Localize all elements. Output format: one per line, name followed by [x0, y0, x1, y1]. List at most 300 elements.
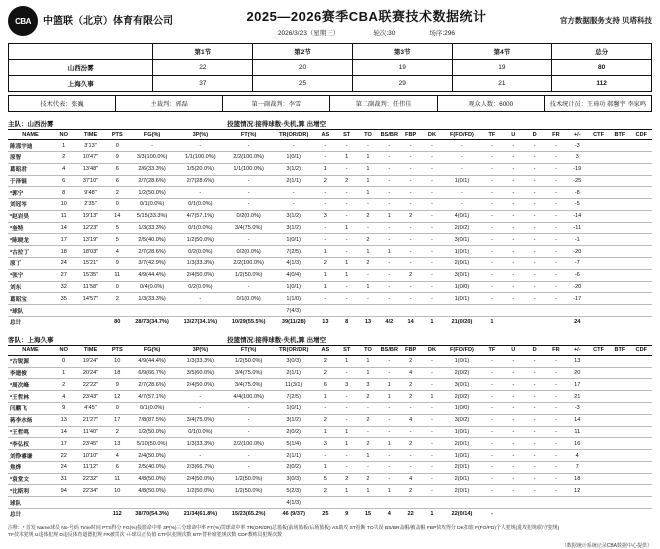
stat-cell	[567, 509, 588, 520]
stat-cell	[609, 391, 630, 403]
score-cell: 19	[452, 60, 552, 76]
stat-cell	[609, 222, 630, 234]
box-col-cdf: CDF	[631, 345, 652, 355]
stat-cell: 1/3(33.3%)	[128, 293, 176, 305]
stat-cell: -	[336, 246, 357, 258]
box-col-dk: DK	[421, 345, 442, 355]
stat-cell: 15'21"	[74, 258, 106, 270]
score-cell: 20	[253, 60, 353, 76]
stat-cell	[524, 316, 545, 327]
stat-cell: 94	[53, 485, 74, 497]
stat-cell: 8	[53, 187, 74, 199]
stat-cell: -	[524, 485, 545, 497]
score-col-3: 第3节	[352, 44, 452, 60]
stat-cell: -	[225, 450, 273, 462]
stat-cell: 2/2(100.0%)	[225, 438, 273, 450]
stat-cell	[443, 497, 482, 509]
stat-cell: 2	[357, 438, 378, 450]
stat-cell: 11(3/1)	[273, 379, 315, 391]
stat-cell: -	[421, 414, 442, 426]
stat-cell	[609, 509, 630, 520]
stat-cell	[609, 316, 630, 327]
table-row	[8, 379, 652, 391]
stat-cell: -	[315, 140, 336, 152]
stat-cell: 2	[315, 367, 336, 379]
stat-cell: 2	[53, 379, 74, 391]
stat-cell	[357, 497, 378, 509]
stat-cell: 2/7(28.6%)	[128, 175, 176, 187]
stat-cell: 12	[107, 391, 128, 403]
stat-cell: 21'27"	[74, 414, 106, 426]
stat-cell: 2(0/2)	[273, 426, 315, 438]
stat-cell: 1	[379, 485, 400, 497]
stat-cell: 28/73(34.7%)	[128, 316, 176, 327]
stat-cell: -	[481, 355, 502, 367]
table-row	[8, 234, 652, 246]
stat-cell: 38/70(54.3%)	[128, 509, 176, 520]
box-col-btf: BTF	[609, 345, 630, 355]
officials-cell: 第一副裁判：李雪	[223, 96, 330, 112]
stat-cell: 1	[357, 151, 378, 163]
stat-cell: 16	[567, 438, 588, 450]
box-col-fr: FR	[545, 130, 566, 140]
cba-logo-icon: CBA	[8, 6, 38, 36]
stat-cell	[503, 316, 524, 327]
stat-cell	[609, 199, 630, 211]
stat-cell: -	[336, 234, 357, 246]
stat-cell	[609, 281, 630, 293]
stat-cell: 0/2(0.0%)	[176, 281, 224, 293]
stat-cell: 0	[107, 403, 128, 415]
stat-cell: 1(0/1)	[273, 151, 315, 163]
stat-cell: -	[225, 199, 273, 211]
stat-cell: -	[481, 269, 502, 281]
box-col-st: ST	[336, 130, 357, 140]
box-col-btf: BTF	[609, 130, 630, 140]
game-date: 2026/3/23（星期三）	[277, 30, 340, 37]
stat-cell: 2(0/2)	[443, 367, 482, 379]
box-col-to: TO	[357, 130, 378, 140]
stat-cell: 0/2(0.0%)	[225, 210, 273, 222]
stat-cell: 14	[53, 426, 74, 438]
stat-cell: 5	[107, 234, 128, 246]
stat-cell: -	[545, 187, 566, 199]
player-name: 球队	[8, 497, 53, 509]
stat-cell: 1	[379, 438, 400, 450]
stat-cell: 1/2(50.0%)	[225, 269, 273, 281]
stat-cell: 5	[107, 222, 128, 234]
stat-cell: 2'35"	[74, 199, 106, 211]
stat-cell: 2	[357, 473, 378, 485]
away-team-label: 客队：上海久事	[8, 336, 54, 344]
stat-cell: -	[503, 151, 524, 163]
stat-cell: -	[315, 199, 336, 211]
stat-cell	[567, 497, 588, 509]
stat-cell: -	[503, 199, 524, 211]
stat-cell: -	[379, 293, 400, 305]
stat-cell: 22(0/14)	[443, 509, 482, 520]
officials-cell: 主裁判：郭磊	[116, 96, 223, 112]
stat-cell: 0/4(0.0%)	[128, 281, 176, 293]
stat-cell: 4/9(44.4%)	[128, 355, 176, 367]
stat-cell: -	[503, 403, 524, 415]
score-col-2: 第2节	[253, 44, 353, 60]
stat-cell: 4/8(50.0%)	[128, 473, 176, 485]
officials-cell: 观众人数：6000	[437, 96, 544, 112]
stat-cell: 1/5(20.0%)	[176, 163, 224, 175]
stat-cell: -	[379, 426, 400, 438]
stat-cell: -	[481, 461, 502, 473]
box-col-f-fo-fd-: F(FO/FD)	[443, 130, 482, 140]
stat-cell	[400, 305, 421, 317]
stat-cell: 2(1/1)	[273, 450, 315, 462]
stat-cell	[128, 305, 176, 317]
stat-cell	[631, 438, 652, 450]
stat-cell: -	[225, 426, 273, 438]
table-row	[8, 355, 652, 367]
stat-cell: -	[225, 461, 273, 473]
stat-cell	[545, 509, 566, 520]
stat-cell: -	[421, 140, 442, 152]
stat-cell	[631, 246, 652, 258]
stat-cell: 1	[379, 210, 400, 222]
stat-cell: 23'43"	[74, 391, 106, 403]
table-row	[8, 281, 652, 293]
stat-cell: -	[315, 403, 336, 415]
box-col-as: AS	[315, 130, 336, 140]
player-name: *古锐源	[8, 355, 53, 367]
stat-cell: 3/5(60.0%)	[176, 367, 224, 379]
stat-cell: 1	[357, 485, 378, 497]
stat-cell: -14	[567, 210, 588, 222]
stat-cell: -	[524, 222, 545, 234]
officials-body	[9, 96, 652, 112]
stat-cell: 1	[421, 509, 442, 520]
player-name: *球队	[8, 305, 53, 317]
stat-cell: -	[503, 210, 524, 222]
stat-cell: 1	[357, 187, 378, 199]
officials-row	[9, 96, 652, 112]
box-col-tf: TF	[481, 130, 502, 140]
table-row	[8, 269, 652, 281]
stat-cell: -	[421, 163, 442, 175]
score-header-row	[9, 44, 652, 60]
stat-cell	[609, 403, 630, 415]
stat-cell: -	[503, 163, 524, 175]
stat-cell	[588, 246, 609, 258]
stat-cell: -	[315, 222, 336, 234]
stat-cell: -	[545, 163, 566, 175]
table-row	[8, 293, 652, 305]
stat-cell	[631, 414, 652, 426]
stat-cell	[588, 461, 609, 473]
stat-cell: 7	[567, 461, 588, 473]
stat-cell: 2	[400, 379, 421, 391]
stat-cell: 2	[400, 485, 421, 497]
player-name: *袁堂文	[8, 473, 53, 485]
stat-cell: 1	[336, 151, 357, 163]
stat-cell: -	[379, 234, 400, 246]
stat-cell: 11'40"	[74, 426, 106, 438]
stat-cell	[336, 305, 357, 317]
stat-cell: -	[400, 281, 421, 293]
box-col-ctf: CTF	[588, 130, 609, 140]
stat-cell: -	[481, 426, 502, 438]
score-cell: 112	[552, 76, 652, 92]
stat-cell: -	[421, 199, 442, 211]
stat-cell: 2	[315, 485, 336, 497]
stat-cell: 1	[315, 163, 336, 175]
stat-cell	[588, 509, 609, 520]
score-col-1: 第1节	[153, 44, 253, 60]
legend-line-1: 注释：* 首发 Name球员 No-号码 Time时间 PTS得分 FG(%)投篮命中率 3P(%)三分球命中率 FT(%)罚球命中率 TR(OR/DR)总篮板(前场篮板/后场篮板) AS助攻 ST抢断 TO失误 BS/BR盖帽/被盖帽 FBP快攻得分 DK扣篮 F(FO/FD)个人犯规(进攻犯规/防守犯规)	[8, 525, 560, 531]
away-box-header-row	[8, 345, 652, 355]
stat-cell: 2	[400, 355, 421, 367]
stat-cell: -	[379, 461, 400, 473]
box-total-row	[8, 316, 652, 327]
stat-cell: 9	[336, 509, 357, 520]
player-name: 总计	[8, 316, 53, 327]
stat-cell: -	[481, 450, 502, 462]
table-row	[8, 473, 652, 485]
stat-cell: 3/3(100.0%)	[128, 151, 176, 163]
stat-cell: -	[379, 403, 400, 415]
stat-cell: 1(0/1)	[273, 403, 315, 415]
stat-cell: 11'12"	[74, 461, 106, 473]
stat-cell	[74, 305, 106, 317]
stat-cell: 3	[315, 438, 336, 450]
stat-cell: -	[503, 355, 524, 367]
stat-cell: 13'19"	[74, 234, 106, 246]
stat-cell: -	[336, 403, 357, 415]
stat-cell: -	[128, 140, 176, 152]
stat-cell: -	[315, 234, 336, 246]
stat-cell	[588, 234, 609, 246]
stat-cell: 1	[357, 281, 378, 293]
stat-cell	[315, 497, 336, 509]
stat-cell: -	[379, 367, 400, 379]
stat-cell: -	[336, 414, 357, 426]
player-name: *陈晓龙	[8, 234, 53, 246]
stat-cell: 10	[107, 355, 128, 367]
page-header	[8, 6, 652, 40]
stat-cell: 2(0/1)	[443, 473, 482, 485]
stat-cell: 1	[357, 450, 378, 462]
stat-cell: 31	[53, 473, 74, 485]
stat-cell	[631, 293, 652, 305]
box-col-st: ST	[336, 345, 357, 355]
home-box-table	[8, 129, 652, 328]
stat-cell: 3'13"	[74, 140, 106, 152]
stat-cell: -	[336, 210, 357, 222]
stat-cell: 2/7(28.6%)	[128, 246, 176, 258]
stat-cell: 24	[53, 258, 74, 270]
stat-cell: -	[336, 367, 357, 379]
stat-cell	[74, 509, 106, 520]
score-row	[9, 60, 652, 76]
stat-cell	[609, 258, 630, 270]
stat-cell: 1/2(50.0%)	[225, 473, 273, 485]
stat-cell: -	[481, 246, 502, 258]
stat-cell: -	[481, 367, 502, 379]
stat-cell	[481, 497, 502, 509]
stat-cell: 1/1(100.0%)	[176, 151, 224, 163]
stat-cell	[609, 485, 630, 497]
stat-cell	[176, 305, 224, 317]
stat-cell: -	[357, 426, 378, 438]
stat-cell: -	[379, 175, 400, 187]
stat-cell	[588, 367, 609, 379]
stat-cell: 18'03"	[74, 246, 106, 258]
stat-cell: 21	[567, 391, 588, 403]
stat-cell: 1	[421, 391, 442, 403]
stat-cell: -	[357, 269, 378, 281]
stat-cell: -	[421, 367, 442, 379]
score-by-quarter-table	[8, 43, 652, 92]
box-col-ctf: CTF	[588, 345, 609, 355]
stat-cell: -	[315, 151, 336, 163]
stat-cell: -	[524, 438, 545, 450]
stat-cell: 21(0/20)	[443, 316, 482, 327]
stat-cell: 22'34"	[74, 485, 106, 497]
stat-cell	[524, 497, 545, 509]
player-name: 总计	[8, 509, 53, 520]
stat-cell: -	[400, 246, 421, 258]
stat-cell	[176, 497, 224, 509]
box-col--: +/-	[567, 345, 588, 355]
stat-cell: -	[443, 140, 482, 152]
stat-cell: 0/1(0.0%)	[176, 426, 224, 438]
stat-cell: -	[357, 222, 378, 234]
stat-cell: -25	[567, 175, 588, 187]
stat-cell: -	[336, 281, 357, 293]
stat-cell: 15/23(65.2%)	[225, 509, 273, 520]
stat-cell: -	[400, 461, 421, 473]
stat-cell: 3/4(75.0%)	[225, 379, 273, 391]
stat-cell	[567, 305, 588, 317]
stat-cell: 2/3(66.7%)	[176, 461, 224, 473]
stat-cell: -	[357, 403, 378, 415]
stat-cell: -	[503, 293, 524, 305]
stat-cell: -	[421, 403, 442, 415]
stat-cell: 2(0/1)	[443, 258, 482, 270]
stat-cell: 0/1(0.0%)	[128, 403, 176, 415]
stat-cell: -	[545, 355, 566, 367]
player-name: *古拉丁	[8, 246, 53, 258]
box-col-bs-br: BS/BR	[379, 345, 400, 355]
stat-cell	[588, 450, 609, 462]
stat-cell: 2(0/2)	[443, 222, 482, 234]
stat-cell: -	[400, 199, 421, 211]
stat-cell: -	[336, 391, 357, 403]
stat-cell: 1(0/1)	[443, 355, 482, 367]
stat-cell: -19	[567, 163, 588, 175]
stat-cell: 3(0/1)	[443, 379, 482, 391]
stat-cell: -	[545, 199, 566, 211]
box-col-bs-br: BS/BR	[379, 130, 400, 140]
box-col-time: TIME	[74, 345, 106, 355]
stat-cell: 22'22"	[74, 379, 106, 391]
stat-cell	[631, 305, 652, 317]
stat-cell	[631, 281, 652, 293]
stat-cell: -	[400, 140, 421, 152]
stat-cell: 1(0/1)	[273, 234, 315, 246]
stat-cell: 3	[567, 151, 588, 163]
stat-cell: 12	[567, 485, 588, 497]
stat-cell	[588, 140, 609, 152]
stat-cell: -	[176, 293, 224, 305]
home-shooting-group-label: 投篮情况:接得球数-失机,算 出增空	[227, 121, 327, 128]
stat-cell: 4'45"	[74, 403, 106, 415]
box-col-fbp: FBP	[400, 130, 421, 140]
stat-cell: -	[481, 473, 502, 485]
home-box-header-row	[8, 130, 652, 140]
stat-cell	[609, 187, 630, 199]
stat-cell: -	[503, 473, 524, 485]
stat-cell: -	[481, 151, 502, 163]
box-col-cdf: CDF	[631, 130, 652, 140]
stat-cell: -	[443, 187, 482, 199]
stat-cell: 1	[336, 438, 357, 450]
box-col-time: TIME	[74, 130, 106, 140]
box-col-pts: PTS	[107, 345, 128, 355]
stat-cell	[588, 187, 609, 199]
box-col-tr-or-dr-: TR(OR/DR)	[273, 345, 315, 355]
table-row	[8, 187, 652, 199]
data-credit: （数据统计系统记录CBA数据中心提供）	[561, 543, 652, 549]
legend-line-2: TF技术犯规 U违体犯规 D违反体育道德犯规 FR被罚次 +/-球员正负值 CTF队犯规次数 BTF替补席犯规次数 CDF教练员犯规次数	[8, 533, 283, 539]
stat-cell	[609, 234, 630, 246]
stat-cell: -	[336, 450, 357, 462]
player-name: 刘铮睿谦	[8, 450, 53, 462]
stat-cell: 2/5(40.0%)	[128, 234, 176, 246]
stat-cell: -8	[567, 187, 588, 199]
stat-cell: 2	[400, 269, 421, 281]
stat-cell	[545, 497, 566, 509]
stat-cell	[631, 367, 652, 379]
stat-cell	[53, 316, 74, 327]
stat-cell: 80	[107, 316, 128, 327]
stat-cell: 3(0/2)	[443, 414, 482, 426]
stat-cell: -	[421, 210, 442, 222]
stat-cell: -	[481, 140, 502, 152]
box-col-fr: FR	[545, 345, 566, 355]
stat-cell: 15'35"	[74, 269, 106, 281]
stat-cell	[545, 305, 566, 317]
stat-cell: 2	[107, 293, 128, 305]
stat-cell	[53, 305, 74, 317]
stat-cell	[53, 509, 74, 520]
stat-cell: -	[336, 199, 357, 211]
stat-cell	[225, 497, 273, 509]
stat-cell: 32	[53, 281, 74, 293]
stat-cell: -	[336, 163, 357, 175]
player-name: *王哲鸣	[8, 426, 53, 438]
stat-cell: 1/2(50.0%)	[128, 426, 176, 438]
stat-cell: -	[481, 210, 502, 222]
stat-cell	[588, 485, 609, 497]
stat-cell: -	[225, 403, 273, 415]
stat-cell: 4(0/4)	[273, 269, 315, 281]
stat-cell	[107, 305, 128, 317]
stat-cell: 4/8(50.0%)	[128, 485, 176, 497]
stat-cell	[631, 234, 652, 246]
stat-cell: -	[400, 222, 421, 234]
stat-cell: -	[481, 485, 502, 497]
stat-cell: -	[379, 199, 400, 211]
stat-cell: -	[225, 234, 273, 246]
stat-cell: 9	[107, 258, 128, 270]
